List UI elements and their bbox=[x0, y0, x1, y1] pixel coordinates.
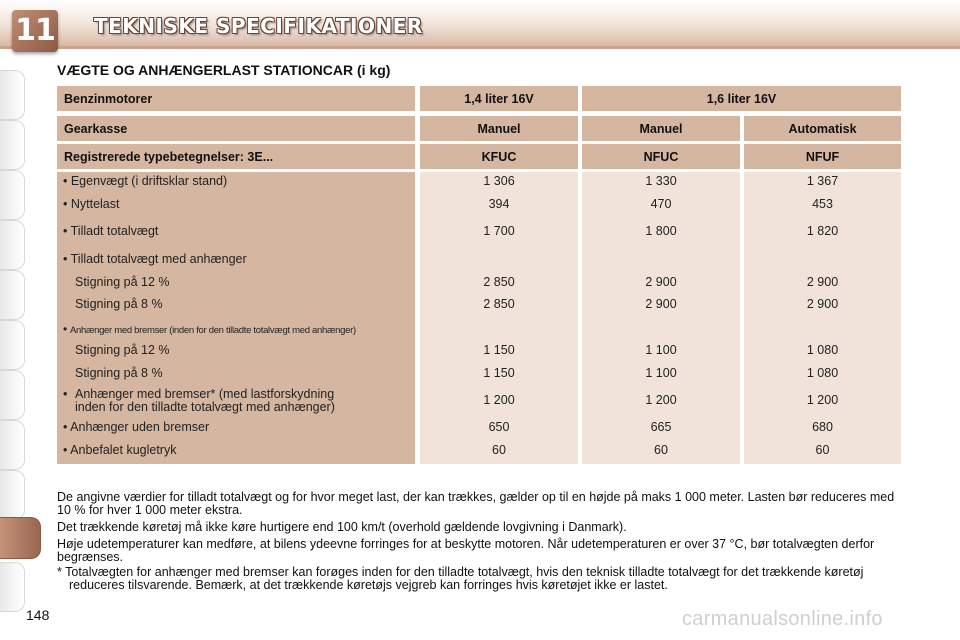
row-value: 665 bbox=[650, 420, 672, 434]
row-value: 1 306 bbox=[483, 174, 515, 188]
row-label-gradient-12: Stigning på 12 % bbox=[75, 343, 170, 357]
row-value: 2 900 bbox=[645, 297, 677, 311]
row-value: 1 200 bbox=[645, 393, 677, 407]
row-value: 2 900 bbox=[806, 297, 839, 311]
row-label-braked-trailer-text: Anhænger med bremser (inden for den tilladte totalvægt med anhænger) bbox=[69, 325, 356, 336]
row-label-unbraked-trailer: • Anhænger uden bremser bbox=[63, 420, 210, 434]
header-gearbox-1: Manuel bbox=[420, 116, 578, 141]
row-value: 60 bbox=[492, 443, 506, 457]
row-label-payload: • Nyttelast bbox=[63, 197, 120, 211]
row-value: 1 080 bbox=[806, 343, 839, 357]
row-value: 2 850 bbox=[483, 275, 515, 289]
section-title: VÆGTE OG ANHÆNGERLAST STATIONCAR (i kg) bbox=[57, 62, 391, 78]
row-value: 2 900 bbox=[806, 275, 839, 289]
row-value: 1 100 bbox=[645, 343, 677, 357]
side-tab-11[interactable] bbox=[0, 562, 25, 612]
page-number: 148 bbox=[26, 607, 50, 623]
row-value: 1 080 bbox=[806, 366, 839, 380]
note-asterisk: * Totalvægten for anhænger med bremser kan forøges inden for den tilladte totalvægt, hvis den teknisk tilladte totalvægt for det trækkende køretøj reduceres tilsvarende. Bemærk, at det trækkende køretøjs vejgreb kan forringes hvis køretøjet ikke er lastet. bbox=[57, 565, 864, 592]
side-tab-8[interactable] bbox=[0, 420, 25, 470]
row-value: 1 150 bbox=[483, 343, 515, 357]
side-tab-active[interactable] bbox=[0, 517, 41, 559]
row-value: 2 900 bbox=[645, 275, 677, 289]
header-type-3: NFUF bbox=[744, 144, 901, 169]
row-label-gradient-12: Stigning på 12 % bbox=[75, 275, 170, 289]
row-value: 2 850 bbox=[483, 297, 515, 311]
page-title: TEKNISKE SPECIFIKATIONER bbox=[94, 14, 423, 38]
row-value: 1 820 bbox=[806, 224, 839, 238]
row-value: 650 bbox=[488, 420, 510, 434]
side-tab-6[interactable] bbox=[0, 320, 25, 370]
header-engine-1-6: 1,6 liter 16V bbox=[582, 86, 901, 111]
row-label-line-1: Anhænger med bremser* (med lastforskydning bbox=[75, 387, 335, 401]
row-value: 470 bbox=[650, 197, 672, 211]
row-value: 1 200 bbox=[483, 393, 515, 407]
note-altitude: De angivne værdier for tilladt totalvægt og for hvor meget last, der kan trækkes, gælder op til en højde på maks 1 000 meter. Lasten bør reduceres med 10 % for hver 1 000 meter ekstra. bbox=[57, 490, 895, 517]
header-type-1: KFUC bbox=[420, 144, 578, 169]
row-value: 680 bbox=[812, 420, 833, 434]
row-label-curb-weight: • Egenvægt (i driftsklar stand) bbox=[63, 174, 228, 188]
row-value: 60 bbox=[815, 443, 830, 457]
header-label-engines: Benzinmotorer bbox=[57, 86, 415, 111]
chapter-number: 11 bbox=[15, 13, 55, 48]
row-label-line-2: inden for den tilladte totalvægt med anhænger) bbox=[75, 400, 335, 414]
row-label-gradient-8: Stigning på 8 % bbox=[75, 366, 163, 380]
row-value: 1 330 bbox=[645, 174, 677, 188]
side-tab-5[interactable] bbox=[0, 270, 25, 320]
note-temperature: Høje udetemperaturer kan medføre, at bilens ydeevne forringes for at beskytte motoren. Når udetemperaturen er over 37 °C, bør totalvægten derfor begrænses. bbox=[57, 537, 875, 564]
side-tab-7[interactable] bbox=[0, 370, 25, 420]
chapter-badge bbox=[12, 10, 58, 52]
row-value: 1 200 bbox=[806, 393, 839, 407]
row-value: 60 bbox=[654, 443, 668, 457]
header-engine-1-4: 1,4 liter 16V bbox=[420, 86, 578, 111]
row-value: 1 700 bbox=[483, 224, 515, 238]
header-label-gearbox: Gearkasse bbox=[57, 116, 415, 141]
row-label-gross-train-weight: • Tilladt totalvægt med anhænger bbox=[63, 252, 247, 266]
row-value: 1 100 bbox=[645, 366, 677, 380]
header-gearbox-3: Automatisk bbox=[744, 116, 901, 141]
side-tab-1[interactable] bbox=[0, 70, 25, 120]
header-gearbox-2: Manuel bbox=[582, 116, 740, 141]
row-label-nose-weight: • Anbefalet kugletryk bbox=[63, 443, 177, 457]
row-value: 394 bbox=[488, 197, 510, 211]
row-label-braked-trailer-load-transfer: • Anhænger med bremser* (med lastforskydning bbox=[63, 387, 335, 401]
watermark: carmanualsonline.info bbox=[682, 608, 883, 630]
row-value: 1 367 bbox=[806, 174, 839, 188]
row-value: 1 150 bbox=[483, 366, 515, 380]
side-tab-3[interactable] bbox=[0, 170, 25, 220]
row-value: 453 bbox=[812, 197, 833, 211]
side-tab-2[interactable] bbox=[0, 120, 25, 170]
row-value: 1 800 bbox=[645, 224, 677, 238]
row-label-gradient-8: Stigning på 8 % bbox=[75, 297, 163, 311]
note-speed: Det trækkende køretøj må ikke køre hurtigere end 100 km/t (overhold gældende lovgivning i Danmark). bbox=[57, 520, 627, 534]
header-divider bbox=[0, 46, 960, 49]
row-label-gross-weight: • Tilladt totalvægt bbox=[63, 224, 159, 238]
row-label-braked-trailer: • Anhænger med bremser (inden for den tilladte totalvægt med anhænger) bbox=[63, 322, 356, 336]
side-tab-4[interactable] bbox=[0, 220, 25, 270]
header-type-2: NFUC bbox=[582, 144, 740, 169]
side-tab-9[interactable] bbox=[0, 470, 25, 520]
header-label-types: Registrerede typebetegnelser: 3E... bbox=[57, 144, 415, 169]
